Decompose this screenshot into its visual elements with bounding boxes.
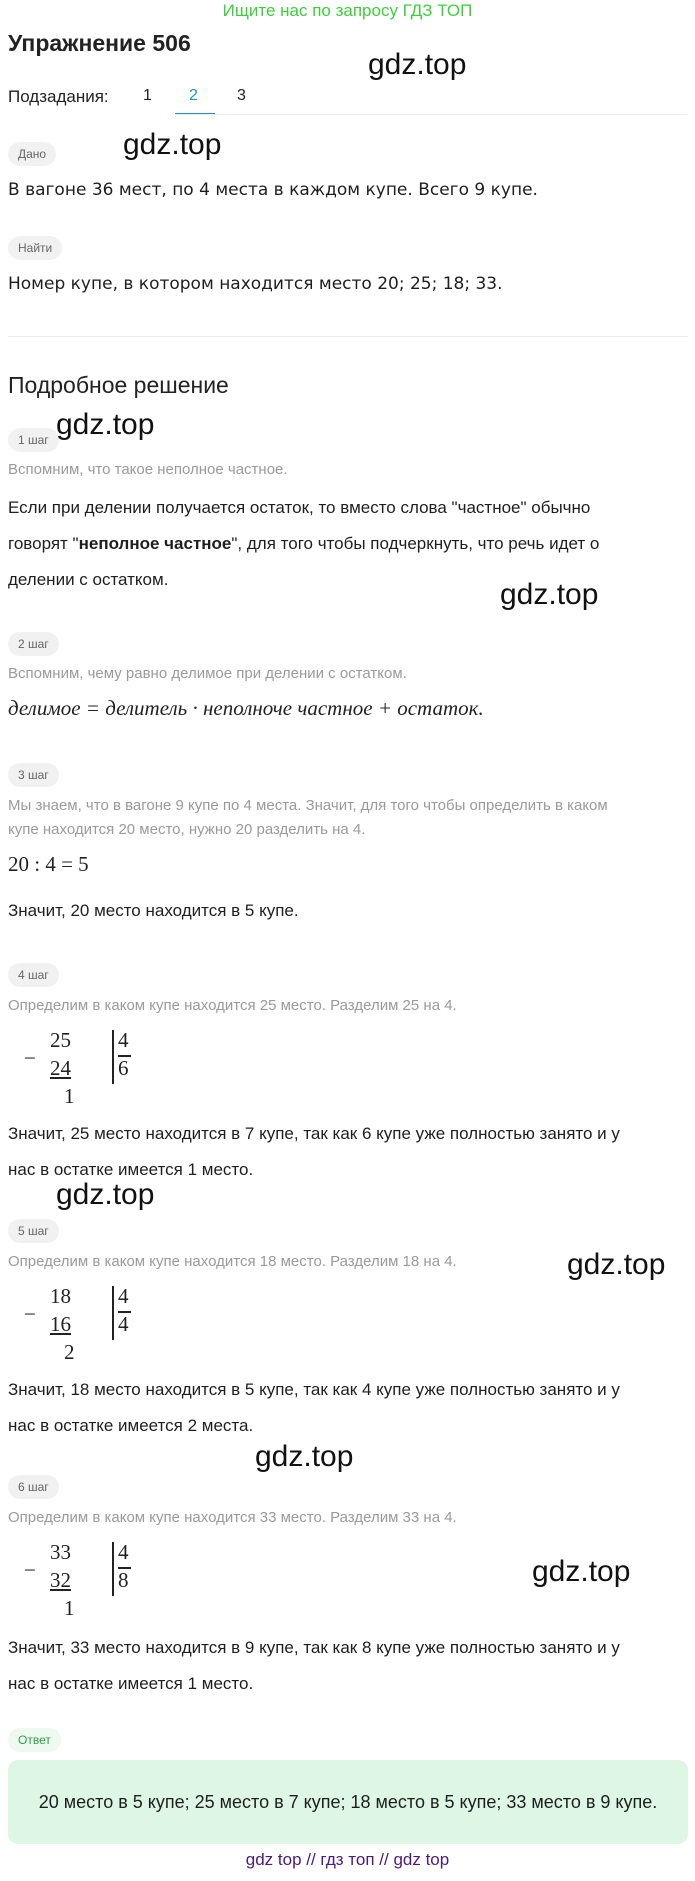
section-divider xyxy=(8,336,688,337)
division-bar xyxy=(112,1286,114,1340)
division-bar xyxy=(112,1030,114,1084)
minus-sign: − xyxy=(24,1302,36,1326)
watermark: gdz.top xyxy=(532,1555,631,1588)
subtrahend: 16 xyxy=(50,1312,71,1336)
step-5-conclusion-line-2: нас в остатке имеется 2 места. xyxy=(8,1416,254,1435)
minus-sign: − xyxy=(24,1046,36,1070)
remainder: 2 xyxy=(64,1340,75,1364)
step-5-chip: 5 шаг xyxy=(8,1219,59,1243)
divisor: 4 xyxy=(118,1284,129,1308)
subtask-tab-1[interactable]: 1 xyxy=(143,87,152,104)
find-chip: Найти xyxy=(8,236,62,260)
quotient: 8 xyxy=(118,1568,129,1592)
step-1-text-line-2: говорят "неполное частное", для того чтобы подчеркнуть, что речь идет о xyxy=(8,534,600,553)
answer-chip: Ответ xyxy=(8,1728,61,1752)
given-chip: Дано xyxy=(8,142,56,166)
bold-term: неполное частное xyxy=(78,534,232,553)
division-bar xyxy=(112,1542,114,1596)
dividend: 33 xyxy=(50,1540,71,1564)
subtask-tab-2[interactable]: 2 xyxy=(189,87,198,104)
promo-banner[interactable]: Ищите нас по запросу ГДЗ ТОП xyxy=(222,1,473,20)
step-3-hint-line-1: Мы знаем, что в вагоне 9 купе по 4 места. Значит, для того чтобы определить в каком xyxy=(8,797,608,814)
step-6-conclusion-line-2: нас в остатке имеется 1 место. xyxy=(8,1674,254,1693)
subtasks-label: Подзадания: xyxy=(8,87,109,106)
subtrahend: 32 xyxy=(50,1568,71,1592)
step-4-long-division xyxy=(24,1028,144,1112)
step-5-long-division xyxy=(24,1284,144,1368)
divisor: 4 xyxy=(118,1028,129,1052)
find-text: Номер купе, в котором находится место 20; 25; 18; 33. xyxy=(8,274,503,294)
watermark: gdz.top xyxy=(255,1440,354,1473)
watermark: gdz.top xyxy=(368,48,467,81)
solution-title: Подробное решение xyxy=(8,372,229,398)
watermark: gdz.top xyxy=(567,1248,666,1281)
footer-links[interactable]: gdz top // гдз топ // gdz top xyxy=(245,1850,450,1869)
step-3-hint-line-2: купе находится 20 место, нужно 20 разделить на 4. xyxy=(8,821,366,838)
step-6-long-division xyxy=(24,1540,144,1624)
step-4-hint: Определим в каком купе находится 25 место. Разделим 25 на 4. xyxy=(8,997,457,1014)
answer-box: 20 место в 5 купе; 25 место в 7 купе; 18 место в 5 купе; 33 место в 9 купе. xyxy=(8,1760,688,1844)
dividend: 25 xyxy=(50,1028,71,1052)
watermark: gdz.top xyxy=(56,1178,155,1211)
step-2-formula: делимое = делитель · неполноче частное + остаток. xyxy=(8,696,484,720)
divisor: 4 xyxy=(118,1540,129,1564)
step-6-chip: 6 шаг xyxy=(8,1475,59,1499)
step-2-hint: Вспомним, чему равно делимое при делении с остатком. xyxy=(8,665,407,682)
step-5-hint: Определим в каком купе находится 18 место. Разделим 18 на 4. xyxy=(8,1253,457,1270)
quotient: 6 xyxy=(118,1056,129,1080)
quotient: 4 xyxy=(118,1312,129,1336)
step-4-conclusion-line-1: Значит, 25 место находится в 7 купе, так как 6 купе уже полностью занято и у xyxy=(8,1124,620,1143)
step-3-chip: 3 шаг xyxy=(8,763,59,787)
dividend: 18 xyxy=(50,1284,71,1308)
step-3-equation: 20 : 4 = 5 xyxy=(8,852,89,876)
tabs-divider xyxy=(175,114,687,115)
step-6-hint: Определим в каком купе находится 33 место. Разделим 33 на 4. xyxy=(8,1509,457,1526)
step-4-chip: 4 шаг xyxy=(8,963,59,987)
subtrahend: 24 xyxy=(50,1056,71,1080)
step-4-conclusion-line-2: нас в остатке имеется 1 место. xyxy=(8,1160,254,1179)
step-1-chip: 1 шаг xyxy=(8,428,59,452)
subtask-tab-3[interactable]: 3 xyxy=(237,87,246,104)
step-1-text-line-3: делении с остатком. xyxy=(8,570,169,589)
given-text: В вагоне 36 мест, по 4 места в каждом купе. Всего 9 купе. xyxy=(8,180,538,200)
watermark: gdz.top xyxy=(56,408,155,441)
remainder: 1 xyxy=(64,1596,75,1620)
step-5-conclusion-line-1: Значит, 18 место находится в 5 купе, так как 4 купе уже полностью занято и у xyxy=(8,1380,620,1399)
step-2-chip: 2 шаг xyxy=(8,632,59,656)
exercise-title: Упражнение 506 xyxy=(8,30,191,56)
watermark: gdz.top xyxy=(123,128,222,161)
step-3-conclusion: Значит, 20 место находится в 5 купе. xyxy=(8,901,299,920)
step-1-hint: Вспомним, что такое неполное частное. xyxy=(8,461,288,478)
step-1-text-line-1: Если при делении получается остаток, то вместо слова "частное" обычно xyxy=(8,498,591,517)
minus-sign: − xyxy=(24,1558,36,1582)
watermark: gdz.top xyxy=(500,578,599,611)
remainder: 1 xyxy=(64,1084,75,1108)
step-6-conclusion-line-1: Значит, 33 место находится в 9 купе, так как 8 купе уже полностью занято и у xyxy=(8,1638,620,1657)
